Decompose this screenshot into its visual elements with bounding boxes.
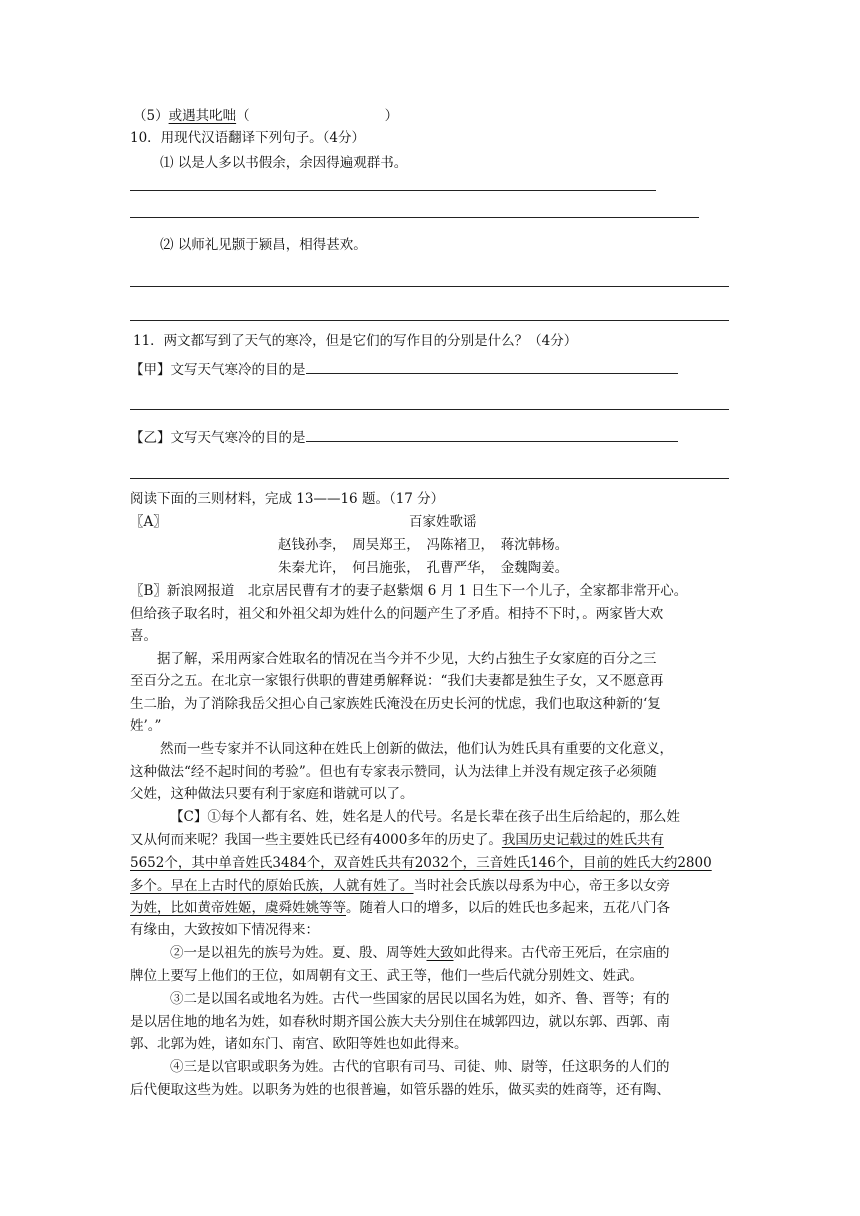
- reading-intro: 阅读下面的三则材料，完成 13——16 题。（17 分）: [130, 491, 445, 507]
- material-c-underlined-text: 为姓，比如黄帝姓姬，虞舜姓姚等等: [130, 900, 346, 916]
- material-c-line: [130, 878, 670, 894]
- q11-jia-label: 【甲】文写天气寒冷的目的是: [130, 362, 306, 378]
- material-c-line: 【C】①每个人都有名、姓，姓名是人的代号。名是长辈在孩子出生后给起的，那么姓: [170, 809, 680, 825]
- q11-title: 11．两文都写到了天气的寒冷，但是它们的写作目的分别是什么？（4分）: [133, 333, 578, 349]
- material-b-line: 父姓，这种做法只要有利于家庭和谐就可以了。: [130, 786, 414, 802]
- q11-answer-line: [130, 478, 729, 479]
- material-c-text: 当时社会氏族以母系为中心，帝王多以女旁: [413, 878, 670, 894]
- material-c-line: 郭、北郭为姓，诸如东门、南宫、欧阳等姓也如此得来。: [130, 1036, 468, 1052]
- material-a-label: 〖A〗: [130, 514, 167, 530]
- material-b-line: 据了解，采用两家合姓取名的情况在当今并不少见，大约占独生子女家庭的百分之三: [157, 651, 657, 667]
- material-c-underlined-text: 多个。早在上古时代的原始氏族，人就有姓了。: [130, 878, 414, 894]
- q11-yi-blank: [306, 429, 678, 442]
- q10-answer-line: [130, 286, 729, 287]
- material-c-line: ④三是以官职或职务为姓。古代的官职有司马、司徒、帅、尉等，任这职务的人们的: [170, 1059, 670, 1075]
- q11-answer-line: [130, 409, 729, 410]
- material-c-line: 有缘由，大致按如下情况得来：: [130, 922, 319, 938]
- material-c-line: [130, 900, 670, 916]
- q10-answer-line: [130, 217, 699, 218]
- q11-yi-prompt: [130, 429, 678, 446]
- material-b-line: 〖B〗新浪网报道 北京居民曹有才的妻子赵紫烟 6 月 1 日生下一个儿子，全家都非常开心。: [130, 583, 688, 599]
- q10-sentence-1: ⑴ 以是人多以书假余，余因得遍观群书。: [160, 155, 408, 171]
- material-c-underlined-text: 我国历史记载过的姓氏共有: [501, 832, 664, 848]
- material-c-underlined-text: 大致: [426, 945, 454, 961]
- material-b-line: 这种做法“经不起时间的考验”。但也有专家表示赞同，认为法律上并没有规定孩子必须随: [130, 764, 657, 780]
- q9-item-phrase: 或遇其叱咄: [168, 108, 237, 124]
- q10-sentence-2: ⑵ 以师礼见颢于颍昌，相得甚欢。: [160, 237, 367, 253]
- material-c-line: 是以居住地的地名为姓，如春秋时期齐国公族大夫分别住在城郭四边，就以东郭、西郭、南: [130, 1014, 670, 1030]
- material-c-underlined-text: 5652个，其中单音姓氏3484个，双音姓氏共有2032个，三音姓氏146个，目前的姓氏大约2800: [130, 855, 712, 871]
- material-c-line: [170, 945, 670, 961]
- material-c-text: 如此得来。古代帝王死后，在宗庙的: [453, 945, 670, 961]
- material-b-line: 生二胎，为了消除我岳父担心自己家族姓氏淹没在历史长河的忧虑，我们也取这种新的‘复: [130, 696, 661, 712]
- material-b-line: 至百分之五。在北京一家银行供职的曹建勇解释说：“我们夫妻都是独生子女，又不愿意再: [130, 673, 664, 689]
- material-c-text: 又从何而来呢？我国一些主要姓氏已经有4000多年的历史了。: [130, 832, 502, 848]
- material-b-line: 姓’。”: [130, 718, 162, 734]
- material-c-line: [130, 855, 712, 871]
- q9-item-number: （5）: [133, 108, 169, 124]
- material-c-line: ③二是以国名或地名为姓。古代一些国家的居民以国名为姓，如齐、鲁、晋等；有的: [170, 991, 670, 1007]
- material-c-line: 牌位上要写上他们的王位，如周朝有文王、武王等，他们一些后代就分别姓文、姓武。: [130, 968, 643, 984]
- material-c-text: ②一是以祖先的族号为姓。夏、殷、周等姓: [170, 945, 427, 961]
- material-a-title: 百家姓歌谣: [409, 514, 477, 530]
- material-b-line: 然而一些专家并不认同这种在姓氏上创新的做法，他们认为姓氏具有重要的文化意义，: [160, 741, 673, 757]
- q10-answer-line: [130, 190, 656, 191]
- q9-answer-blank: （ ）: [236, 108, 399, 124]
- material-a-line-2: 朱秦尤许， 何吕施张， 孔曹严华， 金魏陶姜。: [278, 560, 569, 576]
- q11-jia-blank: [306, 361, 678, 374]
- material-a-line-1: 赵钱孙李， 周吴郑王， 冯陈褚卫， 蒋沈韩杨。: [278, 537, 569, 553]
- q9-item-5: [133, 108, 398, 124]
- material-c-line: 后代便取这些为姓。以职务为姓的也很普遍，如管乐器的姓乐，做买卖的姓商等，还有陶、: [130, 1082, 670, 1098]
- material-b-line: 喜。: [130, 628, 157, 644]
- material-c-line: [130, 832, 664, 848]
- q10-answer-line: [130, 320, 729, 321]
- q11-jia-prompt: [130, 361, 678, 378]
- q10-title: 10．用现代汉语翻译下列句子。（4分）: [130, 130, 366, 146]
- q11-yi-label: 【乙】文写天气寒冷的目的是: [130, 430, 306, 446]
- material-c-text: 。随着人口的增多，以后的姓氏也多起来，五花八门各: [346, 900, 670, 916]
- material-b-line: 但给孩子取名时，祖父和外祖父却为姓什么的问题产生了矛盾。相持不下时，。两家皆大欢: [130, 606, 664, 622]
